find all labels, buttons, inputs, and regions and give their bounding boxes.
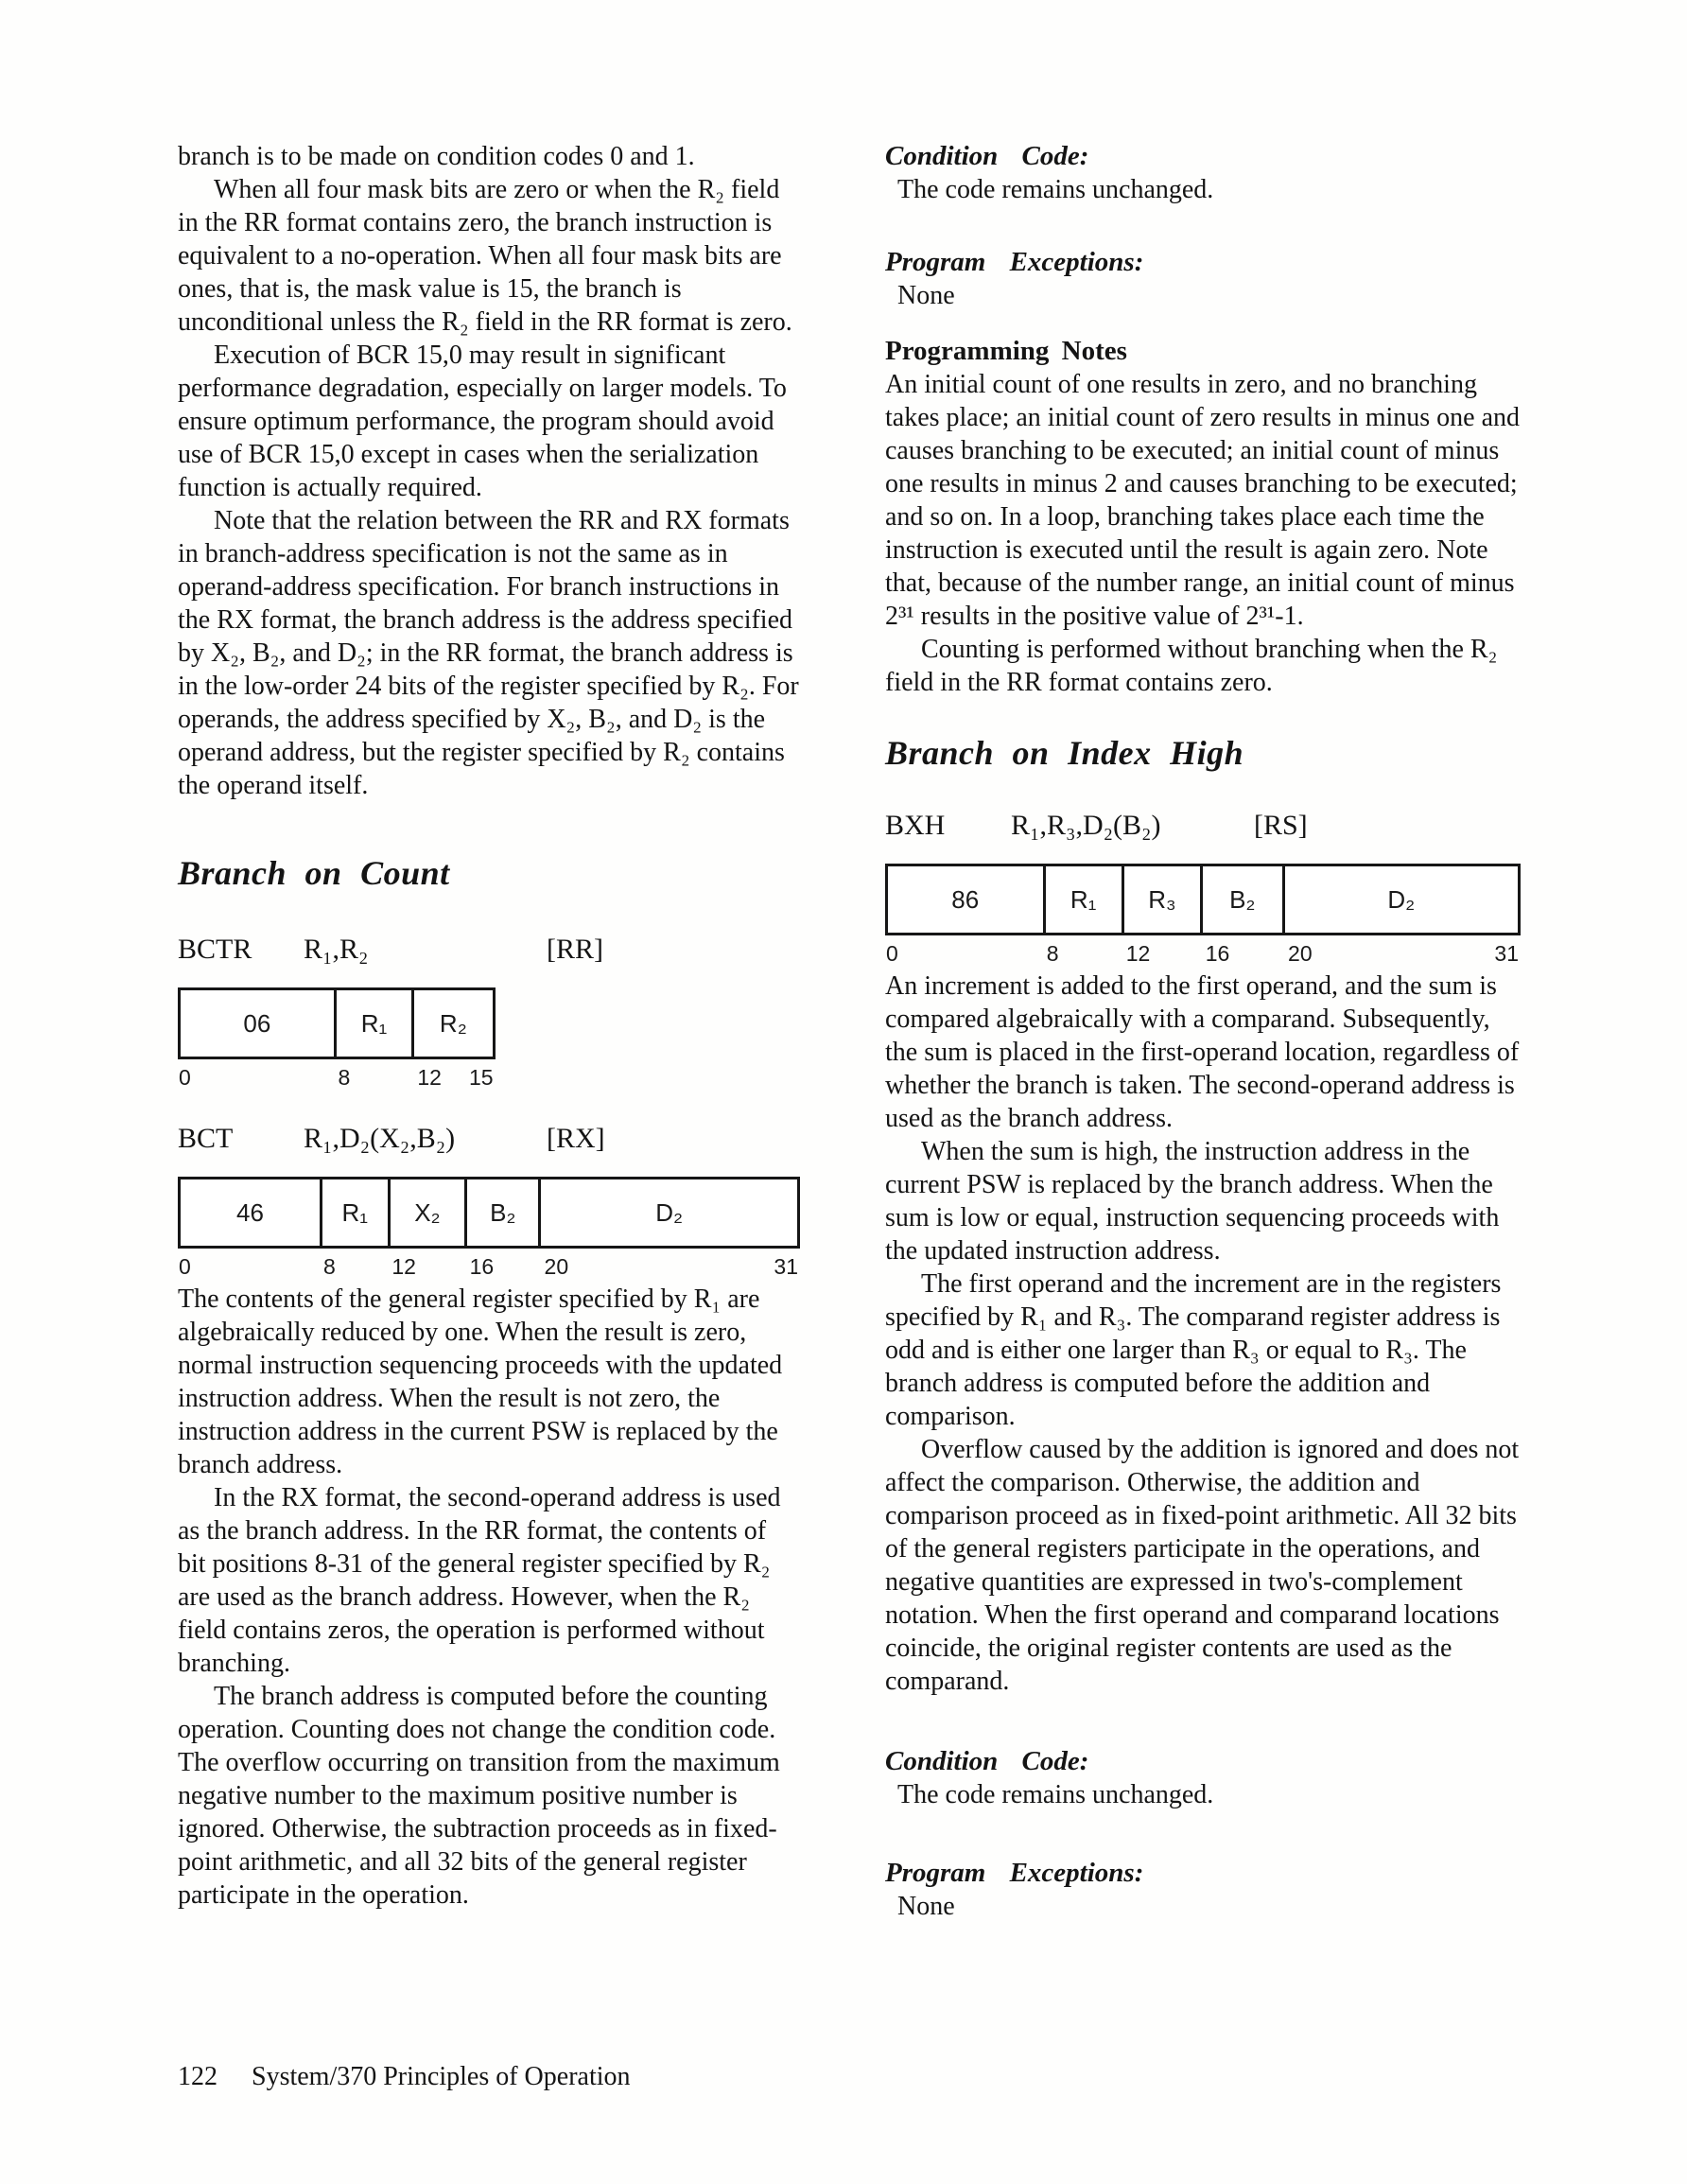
program-exceptions-block [885,1857,1521,1923]
format-field-d2: D₂ [655,1197,684,1227]
bit-scale [178,1249,800,1283]
paragraph: When all four mask bits are zero or when the R₂ field in the RR format contains zero, the branch instruction is equivalent to a no-operation. When all four mask bits are ones, that is, the mask value is 15, the branch is unconditional unless the R₂ field in the RR format is zero. [178,175,792,337]
paragraph: The contents of the general register specified by R₁ are algebraically reduced by one. When the result is zero, normal instruction sequencing proceeds with the updated instruction address. When the result is not zero, the instruction address in the current PSW is replaced by the branch address. [178,1284,783,1479]
paragraph: When the sum is high, the instruction address in the current PSW is replaced by the branch address. When the sum is low or equal, instruction sequencing proceeds with the updated instruction address. [885,1137,1500,1266]
paragraph: branch is to be made on condition codes 0 and 1. [178,142,695,171]
instruction-mnemonic: BCT [178,1123,234,1154]
paragraph: Note that the relation between the RR and RX formats in branch-address specification is not the same as in operand-address specification. For branch instructions in the RX format, the branch address is the address specified by X₂, B₂, and D₂; in the RR format, the branch address is in the low-order 24 bits of the register specified by R₂. For operands, the address specified by X₂, B₂, and D₂ is the operand address, but the register specified by R₂ contains the operand itself. [178,506,799,800]
instruction-operands: R₁,D₂(X₂,B₂) [304,1123,456,1154]
bit-number: 20 [544,1254,569,1279]
instruction-format-diagram-bct [178,1177,800,1283]
condition-code-heading: Condition Code: [885,141,1089,171]
condition-code-text: The code remains unchanged. [897,1780,1214,1809]
bit-number: 8 [1046,941,1059,966]
instruction-format-tag: [RS] [1254,810,1308,841]
format-field-r1: R₁ [1046,866,1124,933]
program-exceptions-heading: Program Exceptions: [885,247,1144,277]
format-field-r1: R₁ [337,990,414,1057]
format-field-b2: B₂ [1203,866,1285,933]
program-exceptions-text: None [897,1892,955,1921]
format-field-row [885,864,1521,935]
bit-number: 31 [774,1254,798,1279]
paragraph: The first operand and the increment are in the registers specified by R₁ and R₃. The comparand register address is odd and is either one larger than R₃ or equal to R₃. The branch address is computed before the addition and comparison. [885,1269,1502,1431]
format-field-row [178,987,496,1059]
condition-code-text: The code remains unchanged. [897,175,1214,204]
page-footer [178,2060,631,2093]
format-field-r2: R₂ [439,1008,467,1038]
paragraph: Execution of BCR 15,0 may result in significant performance degradation, especially on larger models. To ensure optimum performance, the program should avoid use of BCR 15,0 except in cases when the serialization function is actually required. [178,341,787,502]
bit-number: 31 [1494,941,1519,966]
format-field-r1: R₁ [322,1179,391,1246]
paragraph: Overflow caused by the addition is ignored and does not affect the comparison. Otherwise, the addition and comparison proceed as in fixed-point arithmetic. All 32 bits of the general registers participate in the operations, and negative quantities are expressed in two's-complement notation. When the first operand and comparand locations coincide, the original register contents are used as the comparand. [885,1435,1520,1696]
bit-number: 0 [179,1065,191,1090]
bit-number: 0 [886,941,898,966]
left-column [178,140,800,1912]
bit-number: 8 [322,1254,336,1279]
condition-code-block [885,1745,1521,1811]
bit-number: 12 [391,1254,416,1279]
instruction-statement-bct [178,1122,800,1156]
bit-number: 15 [468,1065,494,1090]
right-column [885,140,1521,1923]
programming-notes-heading: Programming Notes [885,336,1127,366]
bit-number: 16 [1205,941,1230,966]
condition-code-block [885,140,1521,206]
bit-number: 8 [338,1065,351,1090]
instruction-mnemonic: BCTR [178,934,252,965]
paragraph: In the RX format, the second-operand address is used as the branch address. In the RR format, the contents of bit positions 8-31 of the general register specified by R₂ are used as the branch address. However, when the R₂ field contains zeros, the operation is performed without branching. [178,1483,781,1678]
format-field-b2: B₂ [467,1179,541,1246]
paragraph: An initial count of one results in zero, and no branching takes place; an initial count of zero results in minus one and causes branching to be executed; an initial count of minus one results in minus 2 and causes branching to be executed; and so on. In a loop, branching takes place each time the instruction is executed until the result is again zero. Note that, because of the number range, an initial count of minus 2³¹ results in the positive value of 2³¹-1. [885,370,1521,631]
instruction-statement-bctr [178,933,800,967]
program-exceptions-block [885,246,1521,312]
instruction-format-tag: [RR] [547,934,603,965]
bit-scale [178,1059,496,1093]
bit-number: 12 [1125,941,1151,966]
program-exceptions-text: None [897,281,955,310]
bit-scale [885,935,1521,970]
instruction-operands: R₁,R₃,D₂(B₂) [1011,810,1161,841]
format-field-opcode: 46 [181,1179,322,1246]
instruction-operands: R₁,R₂ [304,934,369,965]
format-field-row [178,1177,800,1249]
program-exceptions-heading: Program Exceptions: [885,1858,1144,1888]
instruction-format-diagram-bxh [885,864,1521,970]
paragraph: The branch address is computed before the counting operation. Counting does not change the condition code. The overflow occurring on transition from the maximum negative number to the maximum positive number is ignored. Otherwise, the subtraction proceeds as in fixed-point arithmetic, and all 32 bits of the general register participate in the operation. [178,1682,780,1910]
condition-code-heading: Condition Code: [885,1746,1089,1776]
book-title: System/370 Principles of Operation [252,2062,631,2091]
instruction-mnemonic: BXH [885,810,946,841]
format-field-x2: X₂ [391,1179,468,1246]
bit-number: 20 [1288,941,1313,966]
page-number: 122 [178,2062,217,2091]
section-heading-branch-on-count: Branch on Count [178,854,450,892]
format-field-opcode: 86 [888,866,1046,933]
instruction-format-tag: [RX] [547,1123,605,1154]
bit-number: 0 [179,1254,191,1279]
paragraph: Counting is performed without branching when the R₂ field in the RR format contains zero. [885,635,1498,697]
instruction-format-diagram-bctr [178,987,496,1093]
paragraph: An increment is added to the first operand, and the sum is compared algebraically with a comparand. Subsequently, the sum is placed in the first-operand location, regardless of whether the branch is taken. The second-operand address is used as the branch address. [885,971,1520,1133]
format-field-opcode: 06 [181,990,337,1057]
section-heading-branch-on-index-high: Branch on Index High [885,734,1244,772]
format-field-d2: D₂ [1387,884,1416,914]
format-field-r3: R₃ [1124,866,1203,933]
bit-number: 12 [417,1065,442,1090]
bit-number: 16 [469,1254,495,1279]
instruction-statement-bxh [885,809,1521,843]
